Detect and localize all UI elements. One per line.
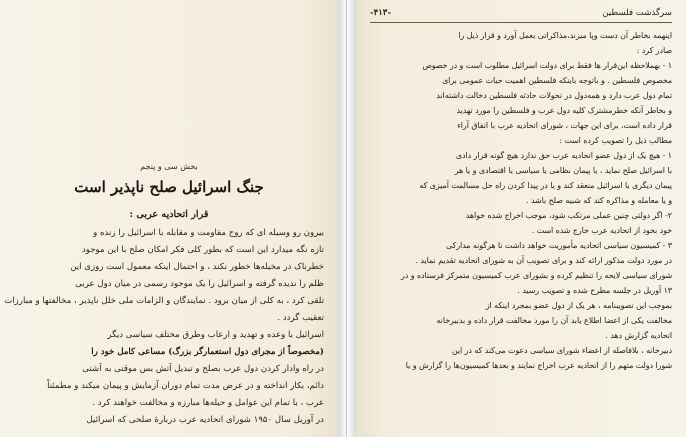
right-page xyxy=(356,0,686,437)
gutter-divider xyxy=(346,0,347,437)
text-line: مخصوص فلسطین . و باتوجه باینکه فلسطین اهمیت حیات عمومی برای xyxy=(442,76,672,85)
text-line: در راه وادار کردن دول عرب بصلح و تبدیل آتش بس موقتی به آشتی xyxy=(82,364,324,374)
text-line: شورا دولت متهم را از اتحادیه عرب اخراج نمایند و بعدها کمیسیون‌ها را گزارش و یا xyxy=(405,361,672,370)
text-line: دبیرخانه ، بلافاصله از اعضاء شورای سیاسی دعوت می‌کند که در این xyxy=(451,346,672,355)
text-line: صادر کرد : xyxy=(636,46,672,55)
left-page-text xyxy=(0,158,338,429)
text-line: در مورد دولت مذکور ارائه کند و برای تصویب آن به شورای اتحادیه تقدیم نماید . xyxy=(415,256,672,265)
text-line: بیرون رو وسیله ای که روح مقاومت و مقابله با اسرائیل را زنده و xyxy=(93,228,324,238)
text-line: ۲- اگر دولتی چنین عملی مرتکب شود، موجب اخراج شده خواهد xyxy=(465,211,672,220)
text-line: ۱۳ آوریل در جلسه مطرح شده و تصویب رسید . xyxy=(517,286,672,295)
section-label: بخش سی و پنجم xyxy=(140,162,198,171)
text-line: ظلم را ندیده گرفته و اسرائیل را یک موجود رسمی در میان دول عربی xyxy=(75,279,324,289)
text-line: اتحادیه گزارش دهد . xyxy=(605,331,672,340)
text-line: قرار داده است، برای این جهات ، شورای اتحادیه عرب با اتفاق آراء xyxy=(457,121,672,130)
text-line: تعقیب گردد . xyxy=(277,313,324,323)
text-line: شورای سیاسی لایحه را تنظیم کرده و بشورای عرب کمیسیون متمرکز فرستاده و در xyxy=(401,271,672,280)
text-line: تمام دول عرب دارد و همه‌دول در تحولات حادثه فلسطین دخالت داشته‌اند xyxy=(436,91,672,100)
subheading: قرار اتحادیه عربی : xyxy=(129,209,209,220)
text-line: مخالفت یکی از اعضا اطلاع یابد آن را مورد مخالفت قرار داده و بدبیرخانه xyxy=(436,316,672,325)
text-line: عرب ، با تمام این عوامل و حیله‌ها مبارزه و مخالفت خواهند کرد . xyxy=(92,398,324,408)
chapter-title: جنگ اسرائیل صلح ناپذیر است xyxy=(74,178,264,196)
running-head: سرگذشت فلسطین xyxy=(602,8,672,18)
book-gutter xyxy=(338,0,356,437)
text-line: و بخاطر آنکه خطرمشترک کلیه دول عرب و فلسطین را مورد تهدید xyxy=(456,106,672,115)
text-line: خطرناک در مخیله‌ها خطور نکند ، و احتمال اینکه معمول است روزی این xyxy=(70,262,324,272)
text-line: دائم، بکار انداخته و در عرض مدت تمام دوران آزمایش و پیمان میکند و مطمئناً xyxy=(47,381,324,391)
text-line: (مخصوصاً از مجرای دول استعمارگر بزرگ) مساعی کامل خود را xyxy=(91,347,324,357)
left-page xyxy=(0,0,338,437)
text-line: اسرائیل با وعده و تهدید و ارعاب وطرق مختلف سیاسی دیگر xyxy=(107,330,324,340)
page-header xyxy=(370,6,672,23)
right-page-text xyxy=(356,28,686,373)
text-line: بموجب این تصویبنامه ، هر یک از دول عضو بمجرد اینکه از xyxy=(485,301,672,310)
text-line: ۳ - کمیسیون سیاسی اتحادیه مأموریت خواهد داشت تا هرگونه مدارکی xyxy=(446,241,672,250)
text-line: مطالب ذیل را تصویب کرده است : xyxy=(559,136,672,145)
page-number: -۴۱۳- xyxy=(370,8,392,18)
text-line: خود بخود از اتحادیه عرب خارج شده است . xyxy=(531,226,672,235)
text-line: در آوریل سال ۱۹۵۰ شورای اتحادیه عرب دربارهٔ صلحی که اسرائیل xyxy=(86,415,324,425)
text-line: اینهمه بخاطر آن دست وپا میزند،مذاکراتی بعمل آورد و قرار ذیل را xyxy=(458,31,672,40)
text-line: ۱ - بهملاحظه این‌قرار ها فقط برای دولت اسرائیل مطلوب است و در خصوص xyxy=(422,61,672,70)
text-line: پیمان دیگری با اسرائیل منعقد کند و یا در پیدا کردن راه حل مسالمت آمیزی که xyxy=(419,181,672,190)
text-line: ۱ - هیچ یک از دول عضو اتحادیه عرب حق ندارد هیچ گونه قرار دادی xyxy=(455,151,672,160)
text-line: تازه نگه میدارد این است که بطور کلی فکر امکان صلح با این موجود xyxy=(81,245,324,255)
text-line: تلقی کرد ، به کلی از میان برود . نمایندگان و الزامات ملی خلل ناپذیر ، مخالفتها و مبارزات xyxy=(4,296,324,306)
text-line: و یا معامله و مذاکره کند که شبیه صلح باشد . xyxy=(526,196,672,205)
text-line: با اسرائیل صلح نماید ، یا پیمان نظامی یا سیاسی یا اقتصادی و یا هر xyxy=(454,166,672,175)
